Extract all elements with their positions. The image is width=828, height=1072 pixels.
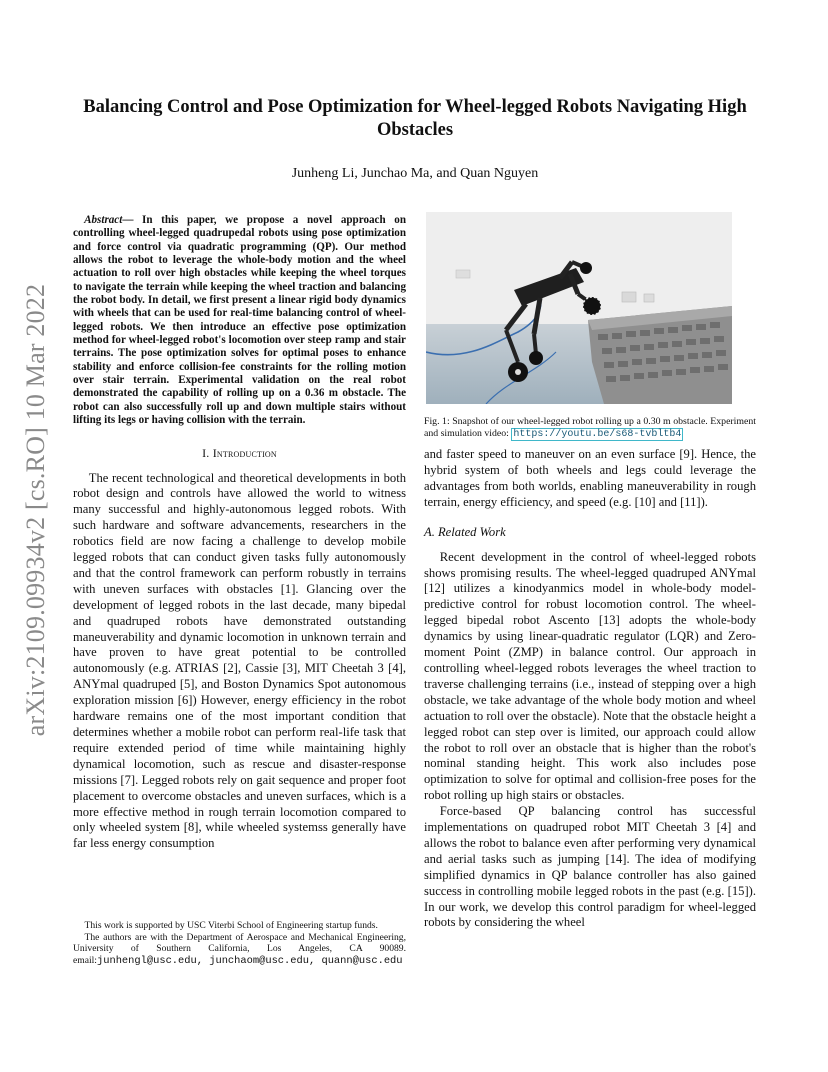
intro-paragraph: The recent technological and theoretical developments in both robot design and controls have allowed the world to witness many successful and highly-autonomous legged robots. With such hardware and software advancements, researchers in the robotics field are now facing a challenge to develop mobile legged robots that can conduct given tasks fully autonomously and that the control framework can perform robustly in terrains with uneven surfaces with obstacles [1]. Glancing over the development of legged robots in the last decade, many bipedal and quadruped robots have demonstrated outstanding maneuverability and dynamic locomotion in unknown terrain and have proven to have great potential to be controlled autonomously (e.g. ATRIAS [2], Cassie [3], MIT Cheetah 3 [4], ANYmal quadruped [5], and Boston Dynamics Spot autonomous exploration mission [6]) However, energy efficiency in the robot hardware remains one of the most important condition that determines whether a mobile robot can perform real-life task that require extended period of time while maintaining highly dynamical locomotion, such as rescue and disaster-response missions [7]. Legged robots rely on gait sequence and proper foot placement to overcome obstacles and uneven surfaces, which is a more effective method in rough terrain locomotion compared to only wheeled system [8], while wheeled systemss generally have far less energy consumption	[73, 470, 406, 851]
abstract	[73, 214, 406, 428]
arxiv-stamp	[18, 285, 54, 735]
paper-authors: Junheng Li, Junchao Ma, and Quan Nguyen	[291, 166, 539, 181]
affiliation-text: The authors are with the Department of Aerospace and Mechanical Engineering, University of Southern California, Los Angeles, CA 90089.	[73, 931, 406, 955]
section-title: Introduction	[212, 445, 277, 460]
email-label: email:	[73, 954, 97, 966]
video-link[interactable]: https://youtu.be/s68-tvbltb4	[513, 429, 682, 440]
paper-title: Balancing Control and Pose Optimization for Wheel-legged Robots Navigating High Obstacles	[83, 97, 747, 140]
right-column	[424, 212, 756, 931]
related-work-paragraph-1: Recent development in the control of wheel-legged robots shows promising results. The wheel-legged quadruped ANYmal [12] utilizes a kinodyanmics model in whole-body model-predictive control for robust locomotion control. The wheel-legged bipedal robot Ascento [13] adopts the whole-body dynamics by using linear-quadratic regulator (LQR) and Zero-moment Point (ZMP) in balance control. Our approach in controlling wheel-legged robots leverages the wheel traction to traverse challenging terrains (i.e., instead of stepping over a high obstacle, we take advantage of the whole body motion and wheel actuation to roll over the obstacle). Note that the obstacle height a legged robot can step over is limited, our approach could allow the robot to roll over an obstacle that is higher than the robot's nominal standing height. This work also includes pose optimization to solve for optimal and collision-free poses for the robot rolling up high stairs or obstacles.	[424, 549, 756, 803]
caption-text: Fig. 1: Snapshot of our wheel-legged robot rolling up a 0.30 m obstacle. Experiment and simulation video:	[424, 416, 756, 439]
robot-photo-illustration	[426, 212, 732, 404]
footnote-affiliation	[73, 932, 406, 968]
subsection-heading-related-work: A. Related Work	[424, 524, 506, 539]
abstract-lead: Abstract	[84, 214, 123, 226]
abstract-text: — In this paper, we propose a novel approach on controlling wheel-legged quadrupedal robots using pose optimization and force control via quadratic programming (QP). Our method allows the robot to leverage the whole-body motion and the wheel actuation to roll over high obstacles while keeping the wheel torques to navigate the terrain while keeping the wheel traction and balancing the robot body. In detail, we first present a linear rigid body dynamics with wheels that can be used for real-time balancing control of wheel-legged robots. We then introduce an effective pose optimization method for wheel-legged robot's locomotion over steep ramp and stair terrains. The pose optimization solves for optimal poses to enhance stability and enforce collision-fee constraints for the rolling motion over stair terrain. Experimental validation on the real robot demonstrated the capability of rolling up on a 0.36 m obstacle. The robot can also successfully roll up and down multiple stairs without lifting its legs or having collision with the terrain.	[73, 214, 406, 427]
intro-continuation: and faster speed to maneuver on an even surface [9]. Hence, the hybrid system of both wheels and legs could leverage the advantages from both worlds, enabling maneuverability in rough terrain, energy efficiency, and speed (e.g. [10] and [11]).	[424, 447, 756, 509]
stair-obstacle	[588, 306, 732, 404]
section-number: I.	[202, 445, 213, 460]
arxiv-identifier: arXiv:2109.09934v2 [cs.RO] 10 Mar 2022	[21, 283, 50, 737]
footnotes	[73, 920, 406, 967]
email-addresses: junhengl@usc.edu, junchaom@usc.edu, quann@usc.edu	[96, 954, 403, 967]
figure-1-photo	[426, 212, 732, 404]
footnote-funding: This work is supported by USC Viterbi School of Engineering startup funds.	[84, 920, 378, 931]
left-column	[73, 214, 406, 852]
figure-1-caption	[424, 416, 756, 441]
section-heading-introduction	[73, 446, 406, 461]
related-work-paragraph-2: Force-based QP balancing control has successful implementations on quadruped robot MIT Cheetah 3 [4] and allows the robot to balance even after performing very dynamical and aerial tasks such as jumping [14]. The idea of modifying simplified dynamics in QP balance controller has also gained success in controlling mobile legged robots in the past (e.g. [15]). In our work, we develop this control paradigm for wheel-legged robots by considering the wheel	[424, 804, 756, 930]
